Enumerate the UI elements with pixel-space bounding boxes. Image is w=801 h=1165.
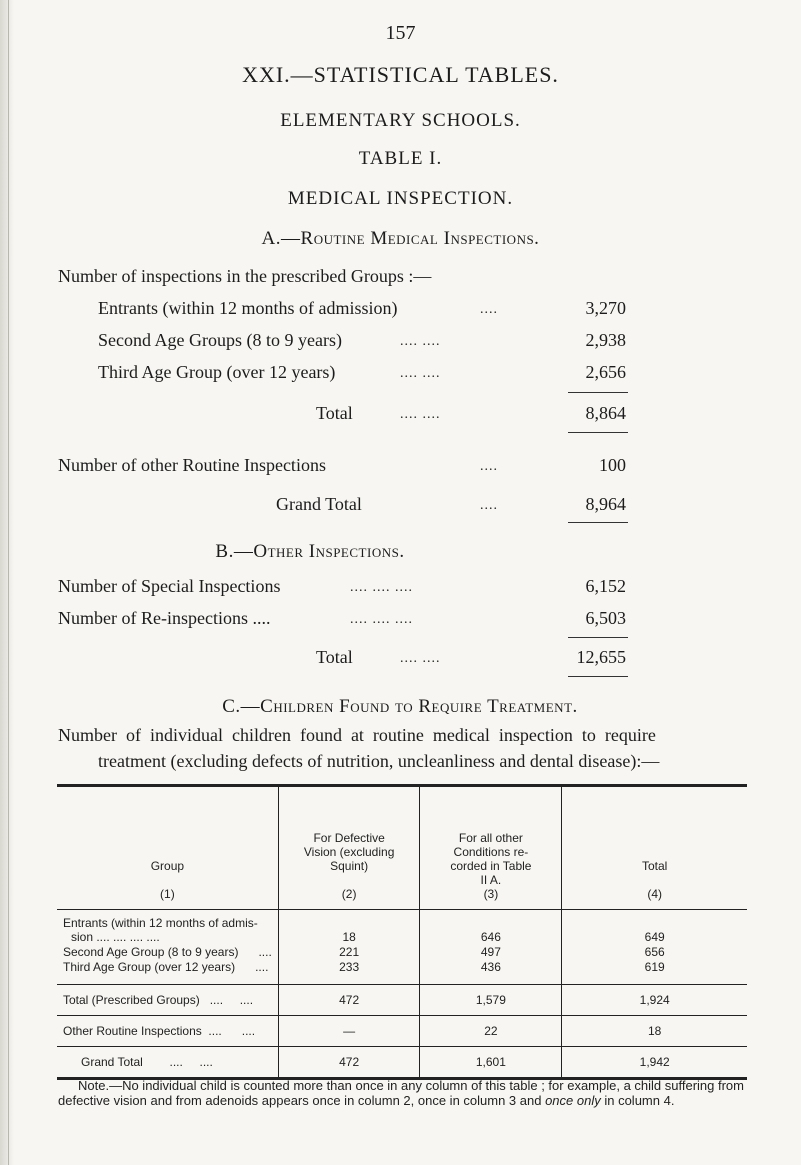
column-header-group: Group (1) [150, 859, 185, 901]
leader-dots: .... [480, 302, 498, 317]
sum-rule [568, 392, 628, 393]
other-routine-label: Number of other Routine Inspections [58, 455, 326, 475]
table-title: MEDICAL INSPECTION. [287, 188, 514, 209]
row-value: 2,656 [585, 362, 626, 382]
table-note: Note.—No individual child is counted more than once in any column of this table ; for example, a child suffering from defective vision and from adenoids appears once in column 2, once in column 3 and once only in column 4. [58, 1078, 744, 1108]
leader-dots: .... .... [400, 651, 441, 666]
row-label: Number of Re-inspections .... [58, 608, 271, 628]
page-number: 157 [385, 22, 416, 44]
sum-rule [568, 676, 628, 677]
section-c-paragraph [58, 722, 758, 774]
section-a-intro: Number of inspections in the prescribed Groups :— [58, 266, 432, 286]
column-header-other-conditions: For all other Conditions re- corded in Table II A. (3) [420, 786, 562, 910]
table-row: Third Age Group (over 12 years) .... 233 436 619 [57, 960, 747, 984]
note-emphasis: once only [545, 1093, 601, 1108]
leader-dots: .... .... [400, 366, 441, 381]
sum-rule [568, 432, 628, 433]
section-a-heading: A.—Routine Medical Inspections. [261, 228, 540, 249]
leader-dots: .... .... [400, 334, 441, 349]
leader-dots: .... .... .... [350, 612, 413, 627]
row-value: 3,270 [585, 298, 626, 318]
table-other-row: Other Routine Inspections .... .... — 22 18 [57, 1015, 747, 1046]
total-label: Total [316, 403, 353, 423]
binding-line [8, 0, 9, 1165]
table-grand-total-row: Grand Total .... .... 472 1,601 1,942 [57, 1046, 747, 1078]
row-label: Entrants (within 12 months of admission) [98, 298, 398, 318]
table-row: Second Age Group (8 to 9 years) .... 221 497 656 [57, 944, 747, 960]
table-header-row [57, 786, 747, 910]
section-c-heading: C.—Children Found to Require Treatment. [222, 696, 578, 717]
total-value: 12,655 [576, 647, 626, 667]
paragraph-line: treatment (excluding defects of nutrition, uncleanliness and dental disease):— [98, 751, 660, 771]
treatment-table [57, 784, 747, 1080]
row-label: Number of Special Inspections [58, 576, 281, 596]
sum-rule [568, 522, 628, 523]
total-value: 8,864 [585, 403, 626, 423]
row-label: Second Age Groups (8 to 9 years) [98, 330, 342, 350]
table-label: TABLE I. [358, 148, 443, 169]
grand-total-value: 8,964 [585, 494, 626, 514]
leader-dots: .... [480, 498, 498, 513]
page-subtitle: ELEMENTARY SCHOOLS. [280, 110, 521, 131]
column-header-total: Total (4) [562, 786, 747, 910]
column-header-defective-vision: For Defective Vision (excluding Squint) (2) [278, 786, 420, 910]
leader-dots: .... [480, 459, 498, 474]
sum-rule [568, 637, 628, 638]
section-b-heading: B.—Other Inspections. [215, 541, 405, 562]
page-binding-edge [0, 0, 14, 1165]
total-label: Total [316, 647, 353, 667]
grand-total-label: Grand Total [276, 494, 362, 514]
row-value: 2,938 [585, 330, 626, 350]
paragraph-line: Number of individual children found at routine medical inspection to require [58, 725, 656, 745]
table-row: Entrants (within 12 months of admis- sion .... .... .... .... 18 646 649 [57, 910, 747, 945]
row-value: 6,503 [585, 608, 626, 628]
leader-dots: .... .... [400, 407, 441, 422]
row-value: 6,152 [585, 576, 626, 596]
table-total-row: Total (Prescribed Groups) .... .... 472 1,579 1,924 [57, 984, 747, 1015]
row-label: Third Age Group (over 12 years) [98, 362, 336, 382]
page-title: XXI.—STATISTICAL TABLES. [242, 62, 559, 87]
other-routine-value: 100 [599, 455, 626, 475]
leader-dots: .... .... .... [350, 580, 413, 595]
